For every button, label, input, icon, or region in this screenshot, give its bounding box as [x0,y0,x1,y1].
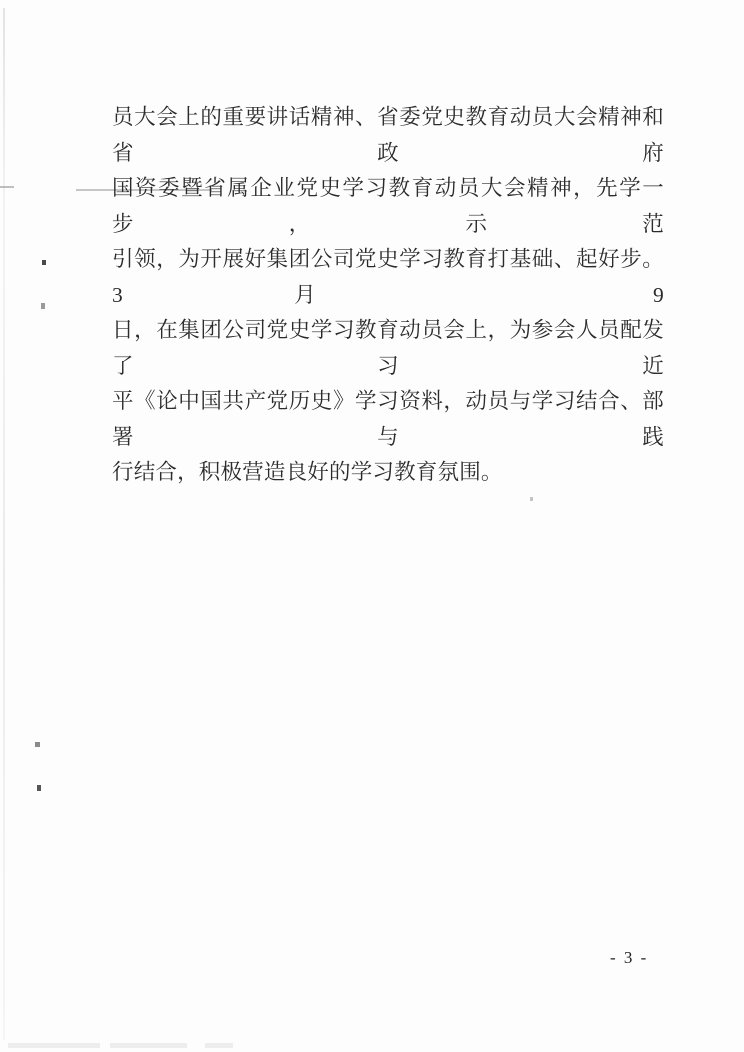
scan-speck [35,742,40,747]
document-body-paragraph [112,100,664,491]
page-number: - 3 - [610,948,649,967]
scan-speck [41,303,45,309]
body-text-line: 日，在集团公司党史学习教育动员会上，为参会人员配发了习近 [112,318,664,378]
scan-speck [42,260,46,265]
scan-bottom-mark [205,1043,233,1048]
body-text-line: 平《论中国共产党历史》学习资料，动员与学习结合、部署与践 [112,389,664,449]
body-text-line: 国资委暨省属企业党史学习教育动员大会精神，先学一步，示范 [112,176,664,236]
body-text-line: 行结合，积极营造良好的学习教育氛围。 [112,460,503,484]
scan-edge-line [3,8,5,1040]
scan-speck [530,497,533,501]
scan-bottom-mark [110,1043,187,1048]
body-text-line: 员大会上的重要讲话精神、省委党史教育动员大会精神和省政府 [112,105,664,165]
body-text-line: 引领，为开展好集团公司党史学习教育打基础、起好步。3 月 9 [112,247,664,307]
scan-bottom-mark [8,1043,100,1048]
scan-artifact-line-left [0,186,14,188]
scan-speck [37,785,41,791]
